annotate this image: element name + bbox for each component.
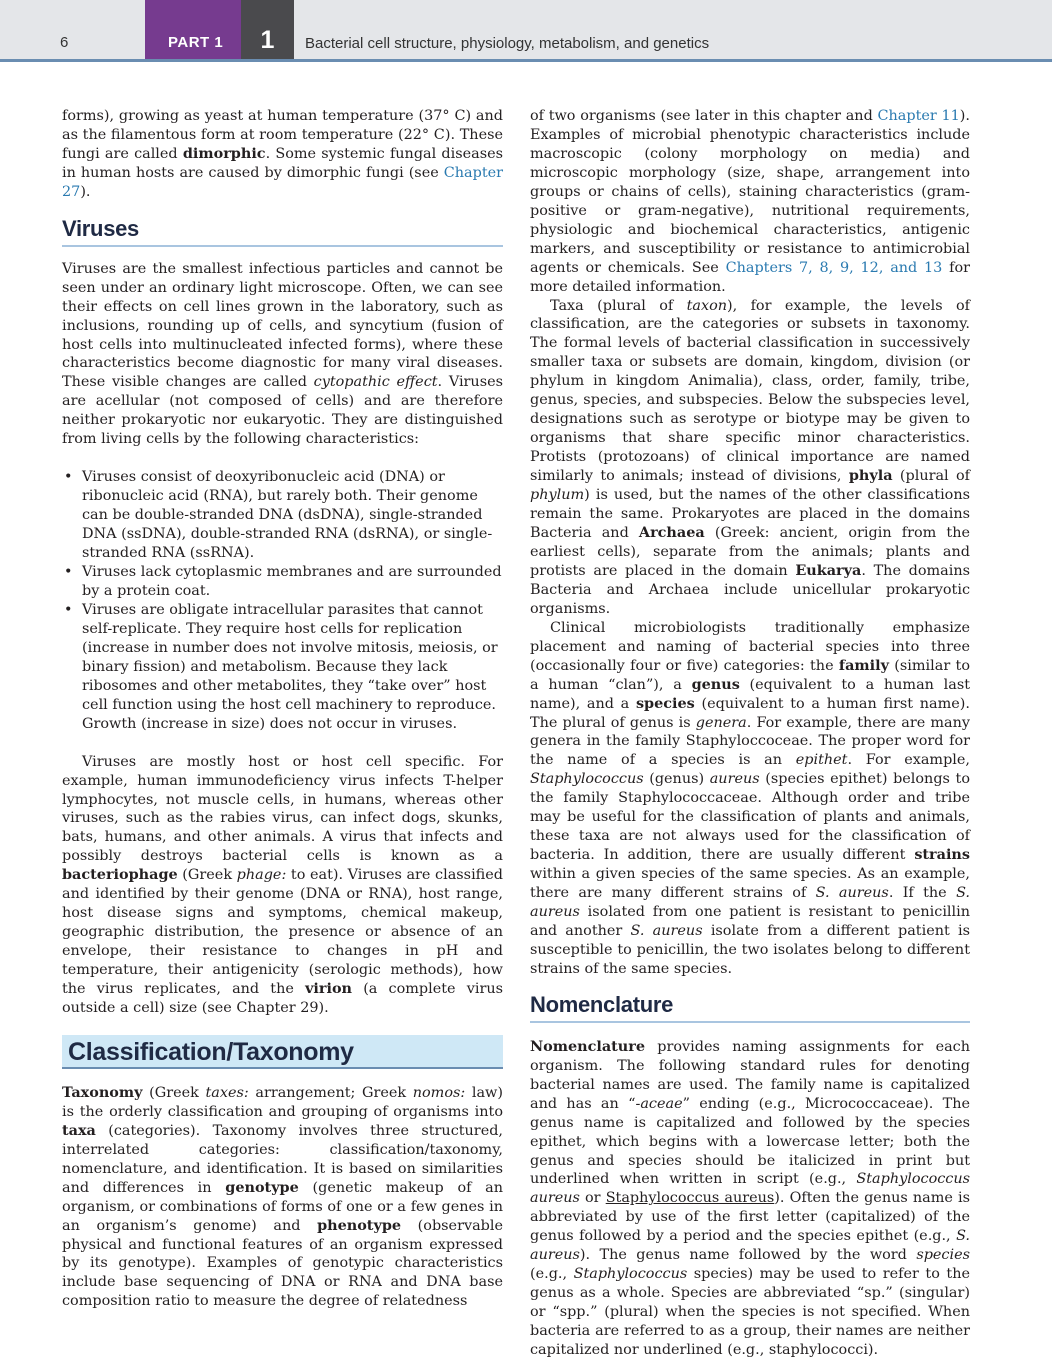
italic-term: taxon xyxy=(686,297,728,314)
italic-term: phage: xyxy=(236,867,287,884)
fungi-paragraph xyxy=(62,107,503,202)
text-run: . Some systemic fungal diseases in human hosts are caused by dimorphic fungi (see xyxy=(62,145,504,181)
text-run: (species epithet) belongs to the family Staphylococcaceae. Although order and tribe may be useful for the classification of plants and animals, these taxa are not always used for the classification of bacteria. In addition, there are usually different xyxy=(530,771,970,864)
italic-term: nomos: xyxy=(412,1084,466,1101)
text-run: . If the xyxy=(888,885,957,902)
running-header xyxy=(0,0,1052,62)
text-run: Viruses are mostly host or host cell specific. For example, human immunodeficiency virus infects T-helper lymphocytes, not muscle cells, in humans, whereas other viruses, such as the rabies virus, can infect dogs, skunks, bats, humans, and other animals. A virus that infects and possibly destroys bacterial cells is known as a xyxy=(62,753,503,865)
italic-term: -aceae xyxy=(635,1095,683,1112)
bold-term: Eukarya xyxy=(795,561,862,579)
host-specificity-paragraph xyxy=(62,753,503,1018)
text-run: ). The genus name followed by the word xyxy=(579,1247,917,1264)
italic-term: phylum xyxy=(530,487,585,504)
text-run: law) is the orderly classification and grouping of organisms into xyxy=(62,1084,503,1120)
phenotype-paragraph xyxy=(530,107,970,297)
nomenclature-paragraph xyxy=(530,1038,970,1360)
italic-term: aureus xyxy=(709,771,760,788)
list-item: • Viruses lack cytoplasmic membranes and are surrounded by a protein coat. xyxy=(64,564,502,599)
bold-term: genus xyxy=(691,675,740,693)
text-run: ) is used, but the names of the other classifications remain the same. Prokaryotes are placed in the domains Bacteria and xyxy=(530,487,970,541)
viruses-paragraph xyxy=(62,260,503,450)
left-column xyxy=(62,107,503,1311)
text-run: (genetic makeup of an organism, or combinations of forms of one or a few genes in an organism’s genome) and xyxy=(62,1179,503,1234)
spacer xyxy=(62,734,503,753)
italic-term: S. aureus xyxy=(530,1228,970,1264)
bullet-icon: • xyxy=(64,601,73,618)
list-item: • Viruses are obligate intracellular parasites that cannot self-replicate. They require host cells for replication (increase in number does not involve mitosis, meiosis, or binary fission) and metabolism. Because they lack ribosomes and other metabolites, they “take over” host cell function using the host cell machinery to reproduce. Growth (increase in size) does not occur in viruses. xyxy=(64,601,498,732)
italic-term: Staphylococcus xyxy=(573,1266,688,1283)
chapter-link[interactable]: Chapter 11 xyxy=(877,108,960,124)
page-number: 6 xyxy=(60,34,69,51)
text-run: isolate from a different patient is susceptible to penicillin, the two isolates belong to different strains of the same species. xyxy=(530,922,970,977)
taxonomy-paragraph xyxy=(62,1084,503,1311)
underlined-term: Staphylococcus aureus xyxy=(605,1190,775,1207)
italic-term: genera xyxy=(695,714,747,731)
bold-term: strains xyxy=(914,846,970,864)
taxa-paragraph xyxy=(530,297,970,619)
text-run: isolated from one patient is resistant to penicillin and another xyxy=(530,904,970,939)
text-run: ), for example, the levels of classification, are the categories or subsets in taxonomy. The formal levels of bacterial classification in successively smaller taxa or subsets are domain, kingdom, division (or phylum in kingdom Animalia), class, order, family, tribe, genus, species, and subspecies. Below the subspecies level, designations such as serotype or biotype may be given to organisms that share specific minor characteristics. Protists (protozoans) of clinical importance are named similarly to animals; instead of divisions, xyxy=(530,297,970,485)
text-run: (e.g., xyxy=(530,1266,574,1283)
italic-term: S. aureus xyxy=(815,885,889,902)
viruses-heading: Viruses xyxy=(62,216,503,247)
text-run: to eat). Viruses are classified and identified by their genome (DNA or RNA), host range, host disease signs and symptoms, chemical makeup, geographic distribution, the presence or absence of an envelope, their resistance to changes in pH and temperature, their antigenicity (serologic methods), how the virus replicates, and the xyxy=(62,867,503,998)
text-run: forms), growing as yeast at human temperature (37° C) and as the filamentous form at room temperature (22° C). These fungi are called xyxy=(62,108,503,162)
text-run: . For example, there are many genera in the family Staphyloccoceae. The proper word for the name of a species is an xyxy=(530,714,970,769)
text-run: Taxa (plural of xyxy=(550,297,687,314)
italic-term: Staphylococcus xyxy=(530,771,644,788)
text-run: ). Often the genus name is abbreviated by use of the first letter (capitalized) of the genus followed by a period and the species epithet (e.g., xyxy=(530,1190,970,1245)
text-run: (genus) xyxy=(643,771,710,788)
classification-heading: Classification/Taxonomy xyxy=(62,1035,503,1069)
text-run: Viruses are the smallest infectious particles and cannot be seen under an ordinary light microscope. Often, we can see their effects on cell lines grown in the laboratory, such as inclusions, rounding up of cells, and syncytium (fusion of host cells into multinucleated infected forms), where these characteristics become diagnostic for many viral diseases. These visible changes are called xyxy=(62,260,503,391)
nomenclature-heading: Nomenclature xyxy=(530,992,970,1023)
text-run: (plural of xyxy=(892,468,970,485)
virus-characteristics-list xyxy=(62,468,503,733)
text-run: ). Examples of microbial phenotypic characteristics include macroscopic (colony morphology on media) and microscopic morphology (size, shape, arrangement into groups or chains of cells), staining characteristics (gram-positive or gram-negative), nutritional requirements, physiologic and biochemical characteristics, antigenic markers, and susceptibility or resistance to antimicrobial agents or chemicals. See xyxy=(530,108,970,276)
italic-term: S. aureus xyxy=(630,922,703,939)
text-run: (observable physical and functional features of an organism expressed by its genotype). Examples of genotypic characteristics include base sequencing of DNA or RNA and DNA base composition ratio to measure the degree of relatedness xyxy=(62,1217,503,1310)
text-run: arrangement; Greek xyxy=(248,1084,413,1101)
text-run: . Viruses are acellular (not composed of cells) and are therefore neither prokaryotic nor eukaryotic. They are distinguished from living cells by the following characteristics: xyxy=(62,374,503,448)
bold-term: genotype xyxy=(225,1178,299,1196)
text-run: (categories). Taxonomy involves three structured, interrelated categories: classification/taxonomy, nomenclature, and identification. It is based on similarities and differences in xyxy=(62,1122,503,1196)
running-title: Bacterial cell structure, physiology, metabolism, and genetics xyxy=(305,35,710,52)
spacer xyxy=(62,449,503,468)
bold-term: Archaea xyxy=(638,523,705,541)
bold-term: family xyxy=(838,656,889,674)
text-run: ” ending (e.g., Micrococcaceae). The genus name is capitalized and followed by the species epithet, which begins with a lowercase letter; both the genus and species should be italicized in print but underlined when written in script (e.g., xyxy=(530,1095,970,1188)
italic-term: species xyxy=(916,1247,970,1264)
text-run: within a given species of the same species. As an example, there are many different strains of xyxy=(530,866,970,902)
italic-term: S. aureus xyxy=(530,885,970,921)
text-run: provides naming assignments for each organism. The following standard rules for denoting bacterial names are used. The family name is capitalized and has an “ xyxy=(530,1038,970,1112)
italic-term: cytopathic effect xyxy=(313,374,438,391)
text-run: ). xyxy=(80,183,91,200)
chapter-link[interactable]: Chapter 27 xyxy=(62,164,503,200)
part-label: PART 1 xyxy=(168,34,224,51)
text-run: (a complete virus outside a cell) size (see Chapter 29). xyxy=(62,981,504,1016)
right-column xyxy=(530,107,970,1360)
clinical-paragraph xyxy=(530,619,970,979)
text-run: for more detailed information. xyxy=(530,259,970,295)
bold-term: phenotype xyxy=(317,1216,402,1234)
bold-term: Taxonomy xyxy=(62,1083,143,1101)
text-run: or xyxy=(579,1190,606,1207)
bold-term: bacteriophage xyxy=(62,866,178,884)
text-run: species) may be used to refer to the genus as a whole. Species are abbreviated “sp.” (singular) or “spp.” (plural) when the species is not specified. When bacteria are referred to as a group, their names are neither capitalized nor underlined (e.g., staphylococci). xyxy=(530,1266,970,1359)
section-number: 1 xyxy=(260,26,275,54)
bold-term: dimorphic xyxy=(182,144,266,162)
text-run: Clinical microbiologists traditionally emphasize placement and naming of bacterial species into three (occasionally four or five) categories: the xyxy=(530,619,970,674)
chapter-link[interactable]: Chapters 7, 8, 9, 12, and 13 xyxy=(725,259,943,276)
bullet-icon: • xyxy=(64,469,73,486)
text-run: (equivalent to a human last name), and a xyxy=(530,676,970,712)
text-run: (Greek xyxy=(142,1084,206,1101)
bold-term: taxa xyxy=(62,1121,96,1139)
bold-term: phyla xyxy=(848,467,893,485)
bold-term: species xyxy=(635,694,695,712)
text-run: (equivalent to a human first name). The plural of genus is xyxy=(530,695,970,731)
text-run: . For example, xyxy=(847,752,970,769)
text-run: of two organisms (see later in this chapter and xyxy=(530,108,878,124)
bold-term: virion xyxy=(305,980,353,998)
text-run: (similar to a human “clan”), a xyxy=(530,657,970,693)
bold-term: Nomenclature xyxy=(530,1037,645,1055)
italic-term: taxes: xyxy=(205,1084,249,1101)
list-item: • Viruses consist of deoxyribonucleic acid (DNA) or ribonucleic acid (RNA), but rarely both. Their genome can be double-stranded DNA (dsDNA), single-stranded DNA (ssDNA), double-stranded RNA (dsRNA), or single-stranded RNA (ssRNA). xyxy=(64,469,493,562)
text-run: . The domains Bacteria and Archaea include unicellular prokaryotic organisms. xyxy=(530,562,970,617)
italic-term: epithet xyxy=(795,752,848,769)
bullet-icon: • xyxy=(64,564,73,581)
text-run: (Greek xyxy=(177,867,237,884)
text-run: (Greek: ancient, origin from the earliest cells), separate from the animals; plants and protists are placed in the domain xyxy=(530,524,970,579)
italic-term: Staphylococcus aureus xyxy=(530,1171,970,1207)
